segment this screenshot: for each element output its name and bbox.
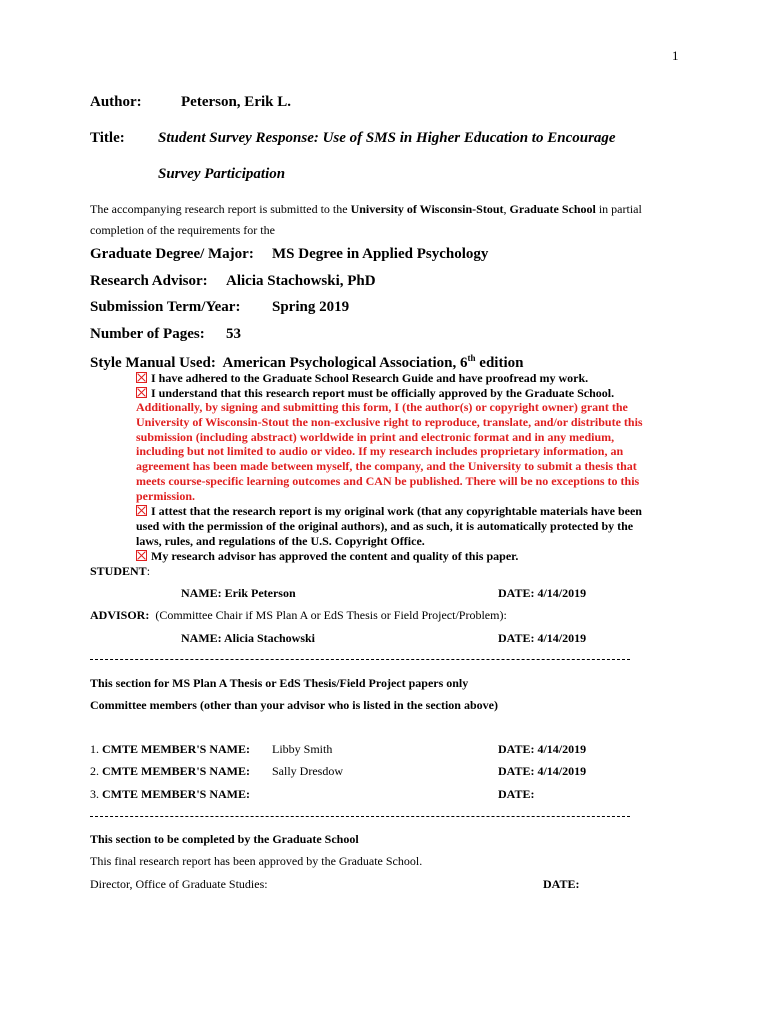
red-line: agreement has been made between myself, the company, and the University to submit a thesis that (136, 459, 637, 474)
member-label: CMTE MEMBER'S NAME: (102, 764, 250, 778)
student-date: DATE: 4/14/2019 (498, 586, 587, 600)
advisor-section-label: ADVISOR: (90, 608, 150, 622)
section-divider (90, 816, 630, 817)
advisor-heading (90, 608, 507, 623)
degree-label: Graduate Degree/ Major: (90, 246, 254, 262)
checked-box-icon[interactable] (136, 505, 147, 516)
term-label: Submission Term/Year: (90, 299, 241, 315)
red-line: University of Wisconsin-Stout the non-exclusive right to reproduce, translate, and/or distribute this (136, 414, 643, 429)
pages-label: Number of Pages: (90, 326, 205, 342)
check-item-3 (136, 504, 674, 548)
member-number: 2. (90, 764, 102, 778)
checked-box-icon[interactable] (136, 387, 147, 398)
member-2-name: Sally Dresdow (272, 764, 343, 778)
student-label: STUDENT (90, 564, 147, 578)
style-value: American Psychological Association, 6 (222, 355, 468, 371)
title-label: Title: (90, 130, 125, 146)
advisor-label: Research Advisor: (90, 273, 208, 289)
committee-heading-1: This section for MS Plan A Thesis or EdS Thesis/Field Project papers only (90, 676, 469, 690)
check-item-2-text: I understand that this research report must be officially approved by the Graduate School. (151, 386, 615, 400)
author-value: Peterson, Erik L. (181, 94, 291, 110)
committee-member-2 (90, 764, 250, 779)
pages-value: 53 (226, 326, 241, 342)
check-item-3-text: I attest that the research report is my original work (that any copyrightable materials have been (151, 504, 642, 518)
check-item-4 (136, 549, 518, 564)
student-heading (90, 564, 150, 579)
red-line: permission. (136, 488, 196, 503)
style-sup: th (467, 353, 476, 363)
committee-member-1 (90, 742, 250, 757)
committee-member-3 (90, 787, 250, 802)
check-item-2 (136, 386, 614, 401)
advisor-note: (Committee Chair if MS Plan A or EdS Thesis or Field Project/Problem): (155, 608, 507, 622)
title-line-1: Student Survey Response: Use of SMS in Higher Education to Encourage (158, 130, 616, 146)
term-value: Spring 2019 (272, 299, 350, 315)
page-number: 1 (672, 48, 679, 63)
red-line: submission (including abstract) worldwide in print and electronic format and in any medium, (136, 429, 615, 444)
student-colon: : (146, 564, 151, 578)
member-2-date: DATE: 4/14/2019 (498, 764, 587, 778)
member-1-date: DATE: 4/14/2019 (498, 742, 587, 756)
graduate-school-name: Graduate School (509, 202, 596, 216)
university-name: University of Wisconsin-Stout (350, 202, 504, 216)
student-name: NAME: Erik Peterson (181, 586, 296, 600)
director-label: Director, Office of Graduate Studies: (90, 877, 268, 891)
intro-line-1 (90, 202, 642, 217)
member-label: CMTE MEMBER'S NAME: (102, 742, 250, 756)
member-3-date: DATE: (498, 787, 535, 801)
approval-text: This final research report has been approved by the Graduate School. (90, 854, 423, 868)
advisor-value: Alicia Stachowski, PhD (226, 273, 376, 289)
checked-box-icon[interactable] (136, 550, 147, 561)
director-date: DATE: (543, 877, 580, 891)
red-line: meets course-specific learning outcomes and CAN be published. There will be no exceptions to this (136, 473, 640, 488)
style-suffix: edition (475, 355, 524, 371)
advisor-name: NAME: Alicia Stachowski (181, 631, 316, 645)
degree-value: MS Degree in Applied Psychology (272, 246, 489, 262)
check-item-3-line (136, 504, 674, 519)
advisor-date: DATE: 4/14/2019 (498, 631, 587, 645)
author-label: Author: (90, 94, 142, 110)
red-line: including but not limited to audio or video. If my research includes proprietary information, an (136, 444, 624, 459)
check-item-4-text: My research advisor has approved the content and quality of this paper. (151, 549, 519, 563)
intro-comma: , (503, 202, 510, 216)
committee-heading-2: Committee members (other than your advisor who is listed in the section above) (90, 698, 498, 712)
copyright-grant-text (136, 400, 674, 504)
style-manual (90, 353, 523, 372)
check-item-1 (136, 371, 588, 386)
checked-box-icon[interactable] (136, 372, 147, 383)
check-item-3-line: laws, rules, and regulations of the U.S. Copyright Office. (136, 533, 425, 548)
member-number: 1. (90, 742, 102, 756)
intro-text-2: in partial (595, 202, 642, 216)
red-line: Additionally, by signing and submitting this form, I (the author(s) or copyright owner) grant the (136, 400, 628, 414)
check-item-1-text: I have adhered to the Graduate School Research Guide and have proofread my work. (151, 371, 589, 385)
member-number: 3. (90, 787, 102, 801)
grad-school-heading: This section to be completed by the Graduate School (90, 832, 359, 846)
intro-line-2: completion of the requirements for the (90, 223, 275, 237)
member-1-name: Libby Smith (272, 742, 333, 756)
check-item-3-line: used with the permission of the original authors), and as such, it is automatically protected by the (136, 518, 634, 533)
section-divider (90, 659, 630, 660)
intro-text: The accompanying research report is submitted to the (90, 202, 351, 216)
member-label: CMTE MEMBER'S NAME: (102, 787, 250, 801)
title-line-2: Survey Participation (158, 166, 286, 182)
style-label: Style Manual Used: (90, 355, 216, 371)
